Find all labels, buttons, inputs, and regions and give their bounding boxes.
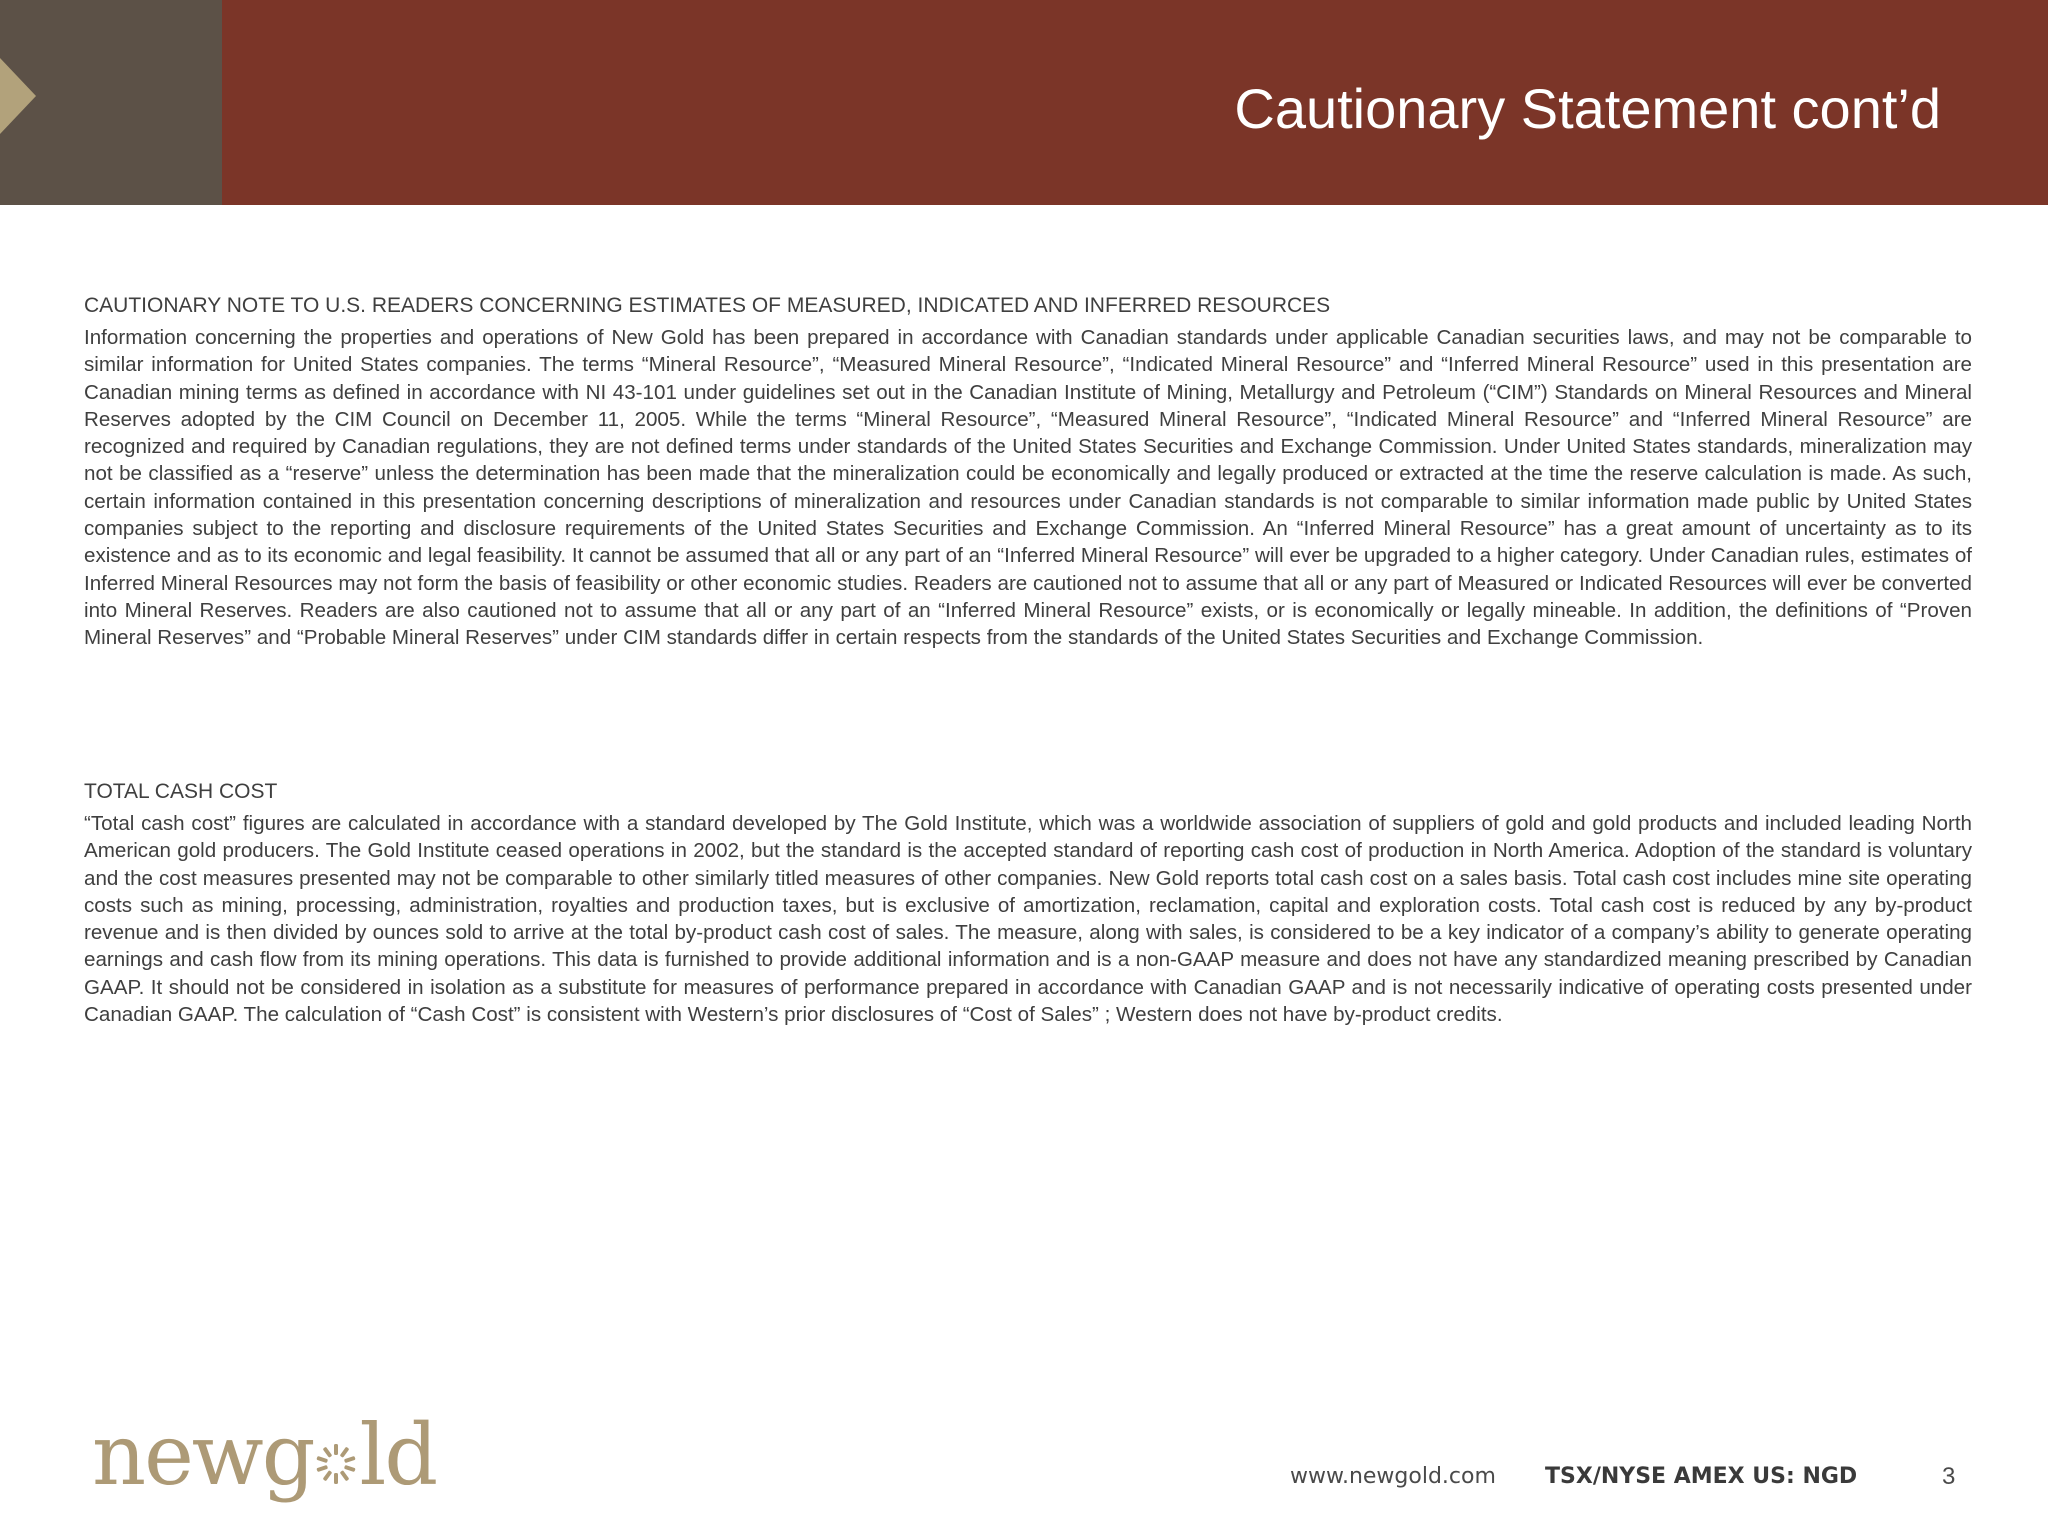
header-arrow-icon bbox=[0, 58, 36, 134]
section-cautionary-note bbox=[84, 292, 1972, 652]
section-total-cash-cost bbox=[84, 778, 1972, 1028]
page-number: 3 bbox=[1942, 1463, 1956, 1490]
header-block bbox=[0, 0, 222, 205]
section-body: Information concerning the properties and operations of New Gold has been prepared in accordance with Canadian standards under applicable Canadian securities laws, and may not be comparable to similar information for United States companies. The terms “Mineral Resource”, “Measured Mineral Resource”, “Indicated Mineral Resource” and “Inferred Mineral Resource” used in this presentation are Canadian mining terms as defined in accordance with NI 43-101 under guidelines set out in the Canadian Institute of Mining, Metallurgy and Petroleum (“CIM”) Standards on Mineral Resources and Mineral Reserves adopted by the CIM Council on December 11, 2005. While the terms “Mineral Resource”, “Measured Mineral Resource”, “Indicated Mineral Resource” and “Inferred Mineral Resource” are recognized and required by Canadian regulations, they are not defined terms under standards of the United States Securities and Exchange Commission. Under United States standards, mineralization may not be classified as a “reserve” unless the determination has been made that the mineralization could be economically and legally produced or extracted at the time the reserve calculation is made. As such, certain information contained in this presentation concerning descriptions of mineralization and resources under Canadian standards is not comparable to similar information made public by United States companies subject to the reporting and disclosure requirements of the United States Securities and Exchange Commission. An “Inferred Mineral Resource” has a great amount of uncertainty as to its existence and as to its economic and legal feasibility. It cannot be assumed that all or any part of an “Inferred Mineral Resource” will ever be upgraded to a higher category. Under Canadian rules, estimates of Inferred Mineral Resources may not form the basis of feasibility or other economic studies. Readers are cautioned not to assume that all or any part of Measured or Indicated Resources will ever be converted into Mineral Reserves. Readers are also cautioned not to assume that all or any part of an “Inferred Mineral Resource” exists, or is economically or legally mineable. In addition, the definitions of “Proven Mineral Reserves” and “Probable Mineral Reserves” under CIM standards differ in certain respects from the standards of the United States Securities and Exchange Commission. bbox=[84, 326, 1972, 650]
section-body: “Total cash cost” figures are calculated in accordance with a standard developed by The Gold Institute, which was a worldwide association of suppliers of gold and gold products and included leading North American gold producers. The Gold Institute ceased operations in 2002, but the standard is the accepted standard of reporting cash cost of production in North America. Adoption of the standard is voluntary and the cost measures presented may not be comparable to other similarly titled measures of other companies. New Gold reports total cash cost on a sales basis. Total cash cost includes mine site operating costs such as mining, processing, administration, royalties and production taxes, but is exclusive of amortization, reclamation, capital and exploration costs. Total cash cost is reduced by any by-product revenue and is then divided by ounces sold to arrive at the total by-product cash cost of sales. The measure, along with sales, is considered to be a key indicator of a company’s ability to generate operating earnings and cash flow from its mining operations. This data is furnished to provide additional information and is a non-GAAP measure and does not have any standardized meaning prescribed by Canadian GAAP. It should not be considered in isolation as a substitute for measures of performance prepared in accordance with Canadian GAAP and is not necessarily indicative of operating costs presented under Canadian GAAP. The calculation of “Cash Cost” is consistent with Western’s prior disclosures of “Cost of Sales” ; Western does not have by-product credits. bbox=[84, 812, 1972, 1027]
logo-sunburst-icon bbox=[314, 1442, 358, 1486]
footer-ticker: TSX/NYSE AMEX US: NGD bbox=[1545, 1464, 1858, 1489]
logo-text-start: newg bbox=[92, 1406, 314, 1504]
section-heading: TOTAL CASH COST bbox=[84, 780, 278, 803]
newgold-logo bbox=[92, 1400, 436, 1510]
section-heading: CAUTIONARY NOTE TO U.S. READERS CONCERNING ESTIMATES OF MEASURED, INDICATED AND INFERRED RESOURCES bbox=[84, 294, 1331, 317]
slide-title: Cautionary Statement cont’d bbox=[1234, 77, 1941, 140]
footer-url-link[interactable]: www.newgold.com bbox=[1290, 1464, 1496, 1489]
logo-text-end: ld bbox=[359, 1406, 437, 1504]
